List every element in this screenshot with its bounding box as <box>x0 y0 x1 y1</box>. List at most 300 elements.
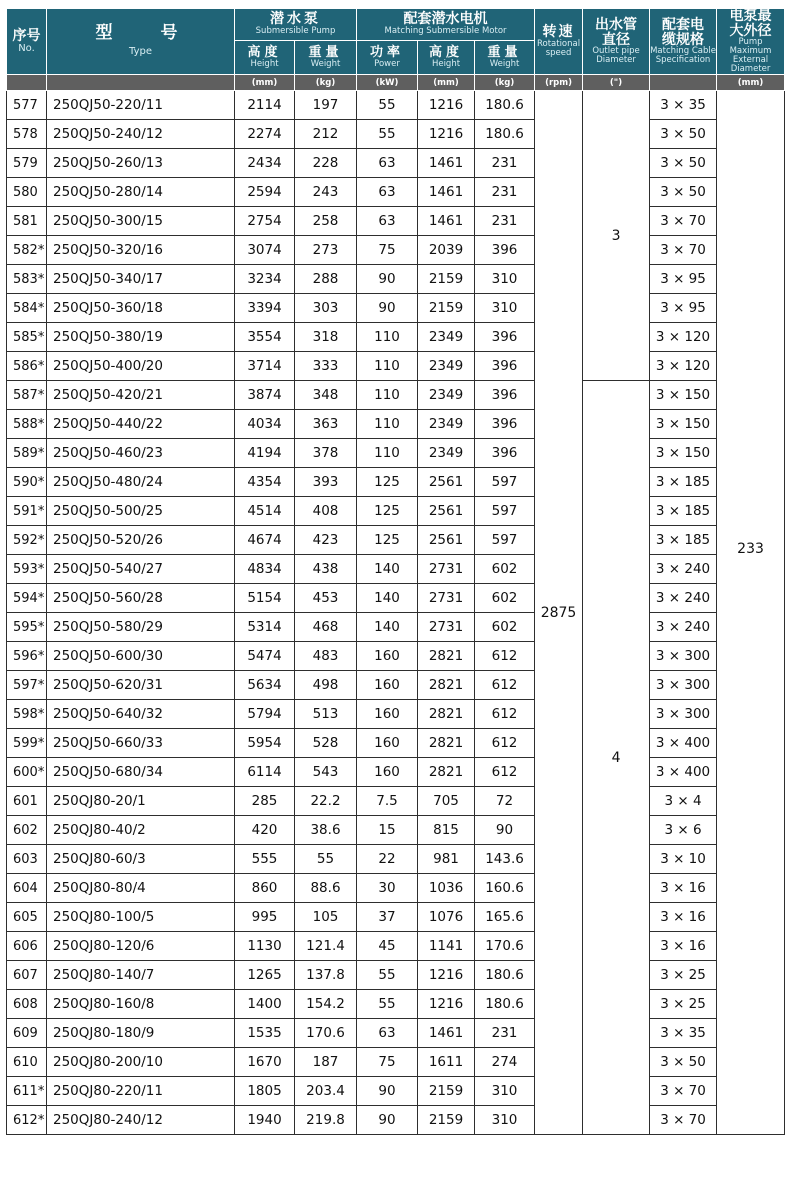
motor-weight: 612 <box>475 642 535 671</box>
pump-weight: 243 <box>295 178 357 207</box>
motor-power: 63 <box>357 178 418 207</box>
motor-height: 2349 <box>418 410 475 439</box>
cable-spec: 3 × 150 <box>650 381 717 410</box>
motor-power: 125 <box>357 526 418 555</box>
motor-power: 63 <box>357 207 418 236</box>
cable-spec: 3 × 150 <box>650 439 717 468</box>
pump-height: 1400 <box>235 990 295 1019</box>
row-no: 585* <box>7 323 47 352</box>
row-type: 250QJ80-240/12 <box>47 1106 235 1135</box>
row-no: 586* <box>7 352 47 381</box>
cable-spec: 3 × 300 <box>650 700 717 729</box>
pump-weight: 438 <box>295 555 357 584</box>
header-pump-en: Submersible Pump <box>255 26 336 37</box>
motor-power: 45 <box>357 932 418 961</box>
row-type: 250QJ50-440/22 <box>47 410 235 439</box>
cable-spec: 3 × 150 <box>650 410 717 439</box>
header-pump-height <box>235 40 295 75</box>
header-outlet <box>583 9 650 75</box>
header-pump-weight-en: Weight <box>310 58 341 69</box>
cable-spec: 3 × 50 <box>650 120 717 149</box>
table-row <box>7 149 785 178</box>
motor-weight: 310 <box>475 1106 535 1135</box>
table-row <box>7 613 785 642</box>
motor-power: 125 <box>357 497 418 526</box>
cable-spec: 3 × 50 <box>650 1048 717 1077</box>
row-no: 597* <box>7 671 47 700</box>
pump-weight: 121.4 <box>295 932 357 961</box>
motor-weight: 396 <box>475 381 535 410</box>
table-row <box>7 932 785 961</box>
cable-spec: 3 × 240 <box>650 613 717 642</box>
row-no: 604 <box>7 874 47 903</box>
motor-weight: 143.6 <box>475 845 535 874</box>
pump-height: 1535 <box>235 1019 295 1048</box>
outlet-diameter-value: 4 <box>583 381 650 1135</box>
row-no: 602 <box>7 816 47 845</box>
pump-weight: 203.4 <box>295 1077 357 1106</box>
cable-spec: 3 × 300 <box>650 642 717 671</box>
pump-weight: 137.8 <box>295 961 357 990</box>
motor-height: 2159 <box>418 294 475 323</box>
row-no: 582* <box>7 236 47 265</box>
pump-height: 2434 <box>235 149 295 178</box>
motor-height: 1036 <box>418 874 475 903</box>
motor-height: 1076 <box>418 903 475 932</box>
motor-height: 2731 <box>418 584 475 613</box>
cable-spec: 3 × 25 <box>650 990 717 1019</box>
motor-height: 1216 <box>418 91 475 120</box>
row-no: 606 <box>7 932 47 961</box>
pump-height: 2274 <box>235 120 295 149</box>
motor-power: 75 <box>357 1048 418 1077</box>
table-row <box>7 381 785 410</box>
header-pump-zh: 潜水泵 <box>270 11 321 28</box>
pump-height: 285 <box>235 787 295 816</box>
pump-weight: 105 <box>295 903 357 932</box>
row-type: 250QJ50-620/31 <box>47 671 235 700</box>
unit-cell: (kg) <box>295 75 357 91</box>
motor-weight: 165.6 <box>475 903 535 932</box>
header-motor <box>357 9 535 41</box>
unit-cell: (kg) <box>475 75 535 91</box>
header-type-en: Type <box>129 46 152 58</box>
table-body <box>7 91 785 1135</box>
table-row <box>7 700 785 729</box>
table-row <box>7 642 785 671</box>
row-type: 250QJ50-340/17 <box>47 265 235 294</box>
pump-weight: 318 <box>295 323 357 352</box>
header-diameter <box>717 9 785 75</box>
cable-spec: 3 × 400 <box>650 729 717 758</box>
motor-height: 2821 <box>418 671 475 700</box>
row-type: 250QJ50-500/25 <box>47 497 235 526</box>
header-motor-en: Matching Submersible Motor <box>384 26 507 37</box>
motor-power: 160 <box>357 642 418 671</box>
header-pump <box>235 9 357 41</box>
pump-weight: 453 <box>295 584 357 613</box>
motor-power: 63 <box>357 149 418 178</box>
header-no-zh: 序号 <box>12 27 41 44</box>
row-type: 250QJ80-120/6 <box>47 932 235 961</box>
cable-spec: 3 × 185 <box>650 497 717 526</box>
motor-weight: 612 <box>475 729 535 758</box>
motor-height: 2159 <box>418 1106 475 1135</box>
unit-cell: (mm) <box>418 75 475 91</box>
header-no <box>7 9 47 75</box>
cable-spec: 3 × 70 <box>650 1106 717 1135</box>
motor-power: 90 <box>357 265 418 294</box>
row-no: 593* <box>7 555 47 584</box>
pump-weight: 154.2 <box>295 990 357 1019</box>
row-no: 591* <box>7 497 47 526</box>
cable-spec: 3 × 70 <box>650 1077 717 1106</box>
pump-height: 1805 <box>235 1077 295 1106</box>
motor-height: 2821 <box>418 642 475 671</box>
pump-height: 3714 <box>235 352 295 381</box>
row-type: 250QJ50-380/19 <box>47 323 235 352</box>
cable-spec: 3 × 35 <box>650 1019 717 1048</box>
header-motor-power-zh: 功率 <box>370 45 405 60</box>
motor-height: 1216 <box>418 990 475 1019</box>
pump-height: 5634 <box>235 671 295 700</box>
table-row <box>7 671 785 700</box>
table-row <box>7 91 785 120</box>
motor-power: 160 <box>357 671 418 700</box>
row-no: 605 <box>7 903 47 932</box>
motor-height: 1216 <box>418 120 475 149</box>
motor-power: 55 <box>357 120 418 149</box>
motor-height: 2821 <box>418 700 475 729</box>
motor-weight: 396 <box>475 352 535 381</box>
motor-weight: 180.6 <box>475 961 535 990</box>
motor-height: 1216 <box>418 961 475 990</box>
pump-height: 4834 <box>235 555 295 584</box>
row-type: 250QJ50-280/14 <box>47 178 235 207</box>
header-type <box>47 9 235 75</box>
table-row <box>7 294 785 323</box>
row-type: 250QJ80-20/1 <box>47 787 235 816</box>
header-speed-en: Rotational speed <box>536 38 581 58</box>
row-type: 250QJ50-680/34 <box>47 758 235 787</box>
row-no: 596* <box>7 642 47 671</box>
row-type: 250QJ80-200/10 <box>47 1048 235 1077</box>
row-type: 250QJ50-560/28 <box>47 584 235 613</box>
motor-weight: 396 <box>475 323 535 352</box>
header-cable-zh: 配套电缆规格 <box>662 16 705 48</box>
row-type: 250QJ50-320/16 <box>47 236 235 265</box>
motor-weight: 231 <box>475 149 535 178</box>
row-no: 610 <box>7 1048 47 1077</box>
table-row <box>7 1077 785 1106</box>
motor-power: 140 <box>357 613 418 642</box>
header-motor-power <box>357 40 418 75</box>
row-no: 592* <box>7 526 47 555</box>
row-type: 250QJ50-540/27 <box>47 555 235 584</box>
header-outlet-zh: 出水管直径 <box>595 16 638 48</box>
row-no: 589* <box>7 439 47 468</box>
table-row <box>7 439 785 468</box>
motor-weight: 396 <box>475 236 535 265</box>
table-row <box>7 497 785 526</box>
row-no: 609 <box>7 1019 47 1048</box>
motor-power: 110 <box>357 439 418 468</box>
header-no-en: No. <box>18 42 35 54</box>
pump-weight: 187 <box>295 1048 357 1077</box>
motor-weight: 310 <box>475 1077 535 1106</box>
motor-height: 2561 <box>418 526 475 555</box>
motor-weight: 310 <box>475 294 535 323</box>
table-row <box>7 729 785 758</box>
motor-power: 55 <box>357 91 418 120</box>
row-type: 250QJ50-640/32 <box>47 700 235 729</box>
row-no: 608 <box>7 990 47 1019</box>
pump-height: 420 <box>235 816 295 845</box>
cable-spec: 3 × 16 <box>650 903 717 932</box>
motor-height: 2349 <box>418 439 475 468</box>
cable-spec: 3 × 50 <box>650 178 717 207</box>
row-no: 603 <box>7 845 47 874</box>
row-no: 612* <box>7 1106 47 1135</box>
header-motor-power-en: Power <box>374 58 400 69</box>
cable-spec: 3 × 10 <box>650 845 717 874</box>
row-no: 588* <box>7 410 47 439</box>
motor-height: 2159 <box>418 265 475 294</box>
motor-power: 22 <box>357 845 418 874</box>
pump-height: 6114 <box>235 758 295 787</box>
motor-weight: 612 <box>475 700 535 729</box>
pump-height: 2594 <box>235 178 295 207</box>
header-motor-weight-zh: 重量 <box>487 45 522 60</box>
row-type: 250QJ50-420/21 <box>47 381 235 410</box>
motor-weight: 597 <box>475 526 535 555</box>
motor-power: 110 <box>357 323 418 352</box>
motor-height: 705 <box>418 787 475 816</box>
table-row <box>7 323 785 352</box>
pump-height: 1940 <box>235 1106 295 1135</box>
motor-weight: 231 <box>475 1019 535 1048</box>
motor-weight: 612 <box>475 758 535 787</box>
pump-height: 3554 <box>235 323 295 352</box>
table-row <box>7 1048 785 1077</box>
table-row <box>7 903 785 932</box>
row-type: 250QJ50-480/24 <box>47 468 235 497</box>
row-type: 250QJ50-300/15 <box>47 207 235 236</box>
row-type: 250QJ80-60/3 <box>47 845 235 874</box>
row-type: 250QJ50-520/26 <box>47 526 235 555</box>
cable-spec: 3 × 185 <box>650 526 717 555</box>
motor-height: 1611 <box>418 1048 475 1077</box>
motor-height: 1141 <box>418 932 475 961</box>
cable-spec: 3 × 25 <box>650 961 717 990</box>
row-type: 250QJ50-660/33 <box>47 729 235 758</box>
pump-weight: 273 <box>295 236 357 265</box>
motor-height: 1461 <box>418 207 475 236</box>
table-row <box>7 961 785 990</box>
table-row <box>7 526 785 555</box>
motor-power: 63 <box>357 1019 418 1048</box>
motor-weight: 90 <box>475 816 535 845</box>
motor-height: 2561 <box>418 497 475 526</box>
table-row <box>7 352 785 381</box>
motor-weight: 180.6 <box>475 91 535 120</box>
pump-height: 3234 <box>235 265 295 294</box>
motor-height: 2159 <box>418 1077 475 1106</box>
row-type: 250QJ80-220/11 <box>47 1077 235 1106</box>
motor-weight: 597 <box>475 497 535 526</box>
pump-weight: 528 <box>295 729 357 758</box>
header-cable <box>650 9 717 75</box>
header-type-zh: 型号 <box>95 23 226 44</box>
pump-weight: 38.6 <box>295 816 357 845</box>
pump-weight: 288 <box>295 265 357 294</box>
motor-power: 140 <box>357 584 418 613</box>
header-pump-height-zh: 高度 <box>247 45 282 60</box>
table-row <box>7 1106 785 1135</box>
motor-power: 90 <box>357 1106 418 1135</box>
pump-weight: 258 <box>295 207 357 236</box>
motor-power: 125 <box>357 468 418 497</box>
motor-power: 160 <box>357 700 418 729</box>
pump-weight: 468 <box>295 613 357 642</box>
unit-cell <box>47 75 235 91</box>
header-motor-weight-en: Weight <box>489 58 520 69</box>
motor-weight: 180.6 <box>475 990 535 1019</box>
motor-power: 110 <box>357 352 418 381</box>
header-diameter-en: Pump Maximum External Diameter <box>729 37 772 75</box>
pump-weight: 170.6 <box>295 1019 357 1048</box>
row-no: 590* <box>7 468 47 497</box>
table-row <box>7 207 785 236</box>
pump-height: 1130 <box>235 932 295 961</box>
rotational-speed-value: 2875 <box>535 91 583 1135</box>
pump-weight: 219.8 <box>295 1106 357 1135</box>
header-motor-weight <box>475 40 535 75</box>
motor-weight: 72 <box>475 787 535 816</box>
pump-height: 5314 <box>235 613 295 642</box>
table-row <box>7 874 785 903</box>
row-no: 600* <box>7 758 47 787</box>
pump-weight: 333 <box>295 352 357 381</box>
cable-spec: 3 × 70 <box>650 236 717 265</box>
unit-cell <box>7 75 47 91</box>
motor-height: 1461 <box>418 1019 475 1048</box>
motor-height: 2349 <box>418 381 475 410</box>
table-row <box>7 468 785 497</box>
table-row <box>7 265 785 294</box>
motor-power: 160 <box>357 758 418 787</box>
motor-power: 110 <box>357 381 418 410</box>
motor-weight: 180.6 <box>475 120 535 149</box>
row-type: 250QJ50-400/20 <box>47 352 235 381</box>
cable-spec: 3 × 95 <box>650 294 717 323</box>
row-type: 250QJ50-600/30 <box>47 642 235 671</box>
header-pump-weight <box>295 40 357 75</box>
row-no: 580 <box>7 178 47 207</box>
row-no: 579 <box>7 149 47 178</box>
pump-weight: 483 <box>295 642 357 671</box>
table-row <box>7 178 785 207</box>
cable-spec: 3 × 400 <box>650 758 717 787</box>
row-type: 250QJ80-140/7 <box>47 961 235 990</box>
motor-power: 90 <box>357 294 418 323</box>
cable-spec: 3 × 16 <box>650 932 717 961</box>
row-type: 250QJ80-180/9 <box>47 1019 235 1048</box>
header-cable-en: Matching Cable Specification <box>650 46 716 66</box>
unit-cell <box>650 75 717 91</box>
motor-height: 2731 <box>418 613 475 642</box>
pump-weight: 408 <box>295 497 357 526</box>
unit-cell: (rpm) <box>535 75 583 91</box>
row-no: 595* <box>7 613 47 642</box>
pump-height: 860 <box>235 874 295 903</box>
cable-spec: 3 × 120 <box>650 352 717 381</box>
pump-height: 1265 <box>235 961 295 990</box>
pump-weight: 348 <box>295 381 357 410</box>
header-motor-height-en: Height <box>431 58 461 69</box>
cable-spec: 3 × 120 <box>650 323 717 352</box>
motor-power: 110 <box>357 410 418 439</box>
table-row <box>7 410 785 439</box>
motor-power: 7.5 <box>357 787 418 816</box>
table-row <box>7 236 785 265</box>
motor-power: 90 <box>357 1077 418 1106</box>
header-pump-weight-zh: 重量 <box>308 45 343 60</box>
motor-height: 2349 <box>418 352 475 381</box>
cable-spec: 3 × 300 <box>650 671 717 700</box>
outlet-diameter-value: 3 <box>583 91 650 381</box>
header-motor-height-zh: 高度 <box>429 45 464 60</box>
pump-height: 5954 <box>235 729 295 758</box>
pump-weight: 55 <box>295 845 357 874</box>
row-no: 581 <box>7 207 47 236</box>
motor-power: 55 <box>357 961 418 990</box>
motor-weight: 231 <box>475 178 535 207</box>
pump-height: 555 <box>235 845 295 874</box>
table-row <box>7 990 785 1019</box>
cable-spec: 3 × 6 <box>650 816 717 845</box>
pump-height: 5794 <box>235 700 295 729</box>
motor-height: 2821 <box>418 758 475 787</box>
row-no: 607 <box>7 961 47 990</box>
motor-weight: 396 <box>475 410 535 439</box>
pump-height: 995 <box>235 903 295 932</box>
pump-height: 5154 <box>235 584 295 613</box>
max-diameter-value: 233 <box>717 91 785 1135</box>
row-no: 611* <box>7 1077 47 1106</box>
table-row <box>7 758 785 787</box>
motor-power: 140 <box>357 555 418 584</box>
row-no: 583* <box>7 265 47 294</box>
row-no: 601 <box>7 787 47 816</box>
pump-weight: 88.6 <box>295 874 357 903</box>
row-type: 250QJ80-100/5 <box>47 903 235 932</box>
cable-spec: 3 × 240 <box>650 555 717 584</box>
spec-table-container <box>6 8 784 1135</box>
header-speed <box>535 9 583 75</box>
motor-height: 1461 <box>418 149 475 178</box>
row-type: 250QJ80-40/2 <box>47 816 235 845</box>
motor-height: 1461 <box>418 178 475 207</box>
row-type: 250QJ50-220/11 <box>47 91 235 120</box>
pump-weight: 423 <box>295 526 357 555</box>
row-type: 250QJ50-460/23 <box>47 439 235 468</box>
motor-weight: 602 <box>475 555 535 584</box>
motor-height: 2039 <box>418 236 475 265</box>
unit-cell: (") <box>583 75 650 91</box>
motor-power: 15 <box>357 816 418 845</box>
row-type: 250QJ80-80/4 <box>47 874 235 903</box>
